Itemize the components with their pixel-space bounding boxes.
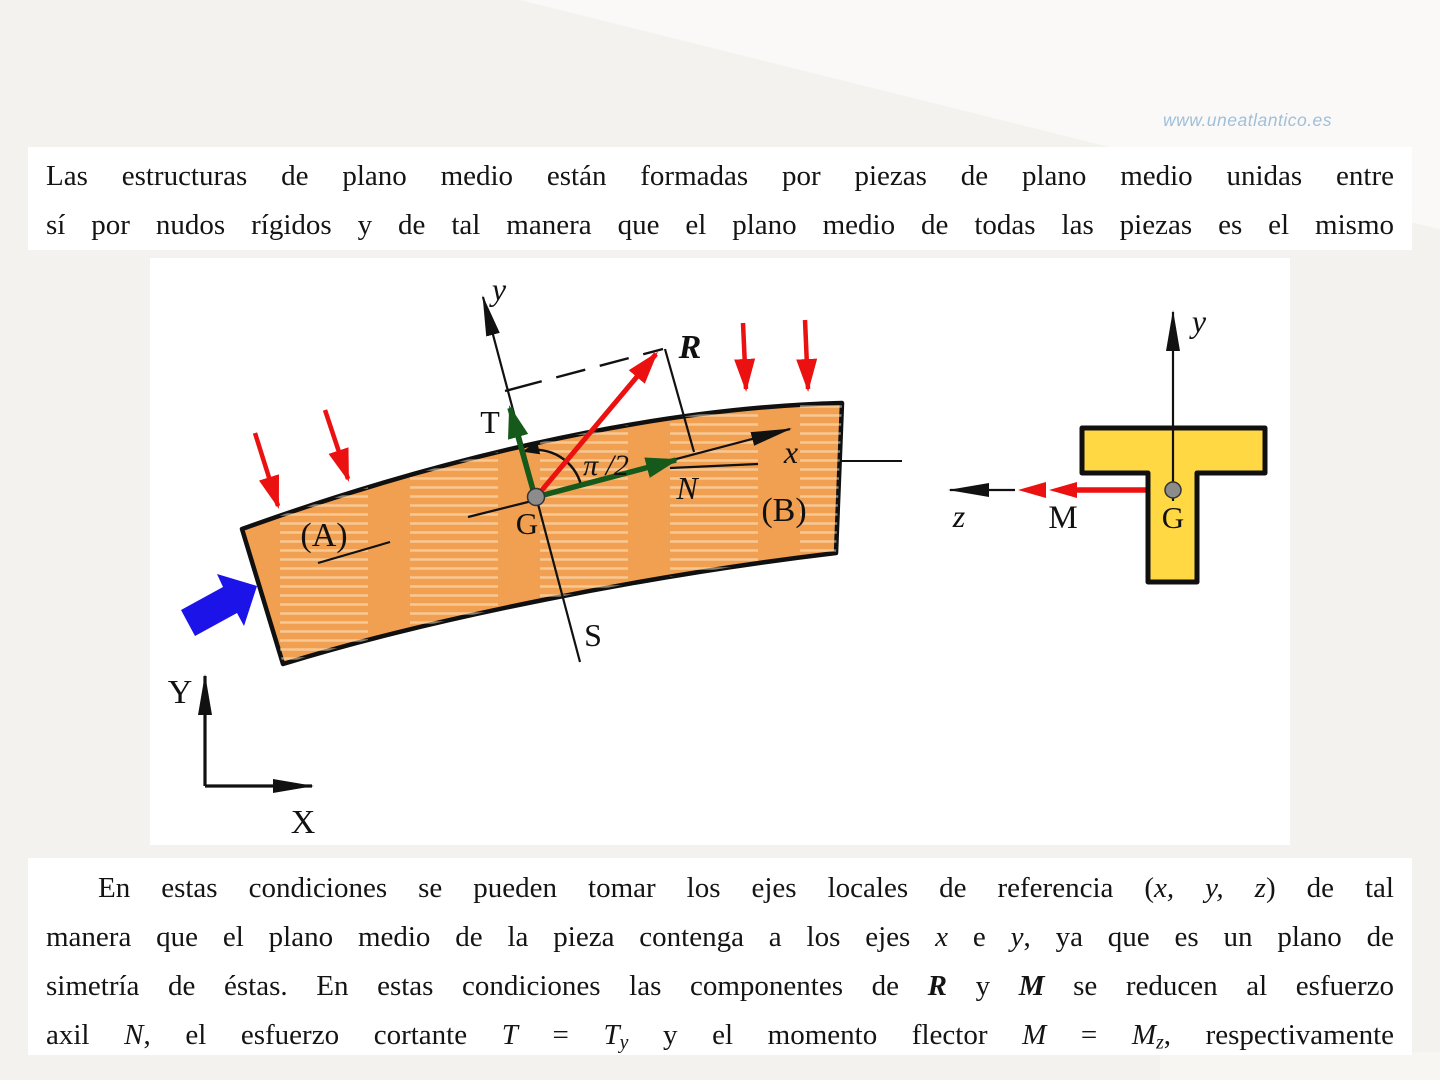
axial-force-label: N bbox=[676, 470, 698, 506]
blue-load-arrow bbox=[181, 574, 257, 636]
paragraph-line: axil N, el esfuerzo cortante T = Ty y el momento flector M = Mz, respectivamente bbox=[46, 1019, 1395, 1054]
moment-label: M bbox=[1048, 500, 1078, 536]
section-z-axis-label: z bbox=[952, 498, 966, 534]
paragraph-line: manera que el plano medio de la pieza contenga a los ejes x e y, ya que es un plano de bbox=[46, 921, 1395, 953]
moment-vector-head bbox=[1049, 482, 1077, 498]
local-x-axis-label: x bbox=[783, 434, 799, 470]
paragraph-line: En estas condiciones se pueden tomar los ejes locales de referencia (x, y, z) de tal bbox=[98, 872, 1394, 904]
shear-force-label: T bbox=[480, 404, 500, 440]
local-y-axis-label: y bbox=[491, 271, 507, 307]
construction-dashed-line bbox=[505, 349, 663, 391]
global-y-axis-label: Y bbox=[167, 674, 193, 711]
paragraph-line: Las estructuras de plano medio están formadas por piezas de plano medio unidas entre bbox=[46, 160, 1394, 192]
paragraph-line: simetría de éstas. En estas condiciones las componentes de R y M se reducen al esfuerzo bbox=[46, 970, 1395, 1002]
load-arrow bbox=[255, 433, 278, 506]
centroid-dot bbox=[528, 489, 545, 506]
top-paragraph bbox=[28, 147, 1412, 250]
load-arrow bbox=[743, 323, 746, 389]
bottom-paragraph bbox=[28, 858, 1412, 1055]
section-y-axis-label: y bbox=[1191, 303, 1207, 339]
load-arrow bbox=[325, 410, 348, 479]
region-b-label: (B) bbox=[761, 492, 807, 529]
region-a-label: (A) bbox=[300, 517, 348, 554]
paragraph-line: sí por nudos rígidos y de tal manera que el plano medio de todas las piezas es el mismo bbox=[46, 209, 1394, 241]
load-arrow bbox=[805, 320, 808, 389]
resultant-force-label: R bbox=[678, 329, 702, 366]
global-x-axis-label: X bbox=[290, 804, 316, 841]
beam-diagram bbox=[150, 258, 1290, 845]
section-centroid-label: G bbox=[1161, 500, 1185, 535]
moment-vector-head bbox=[1018, 482, 1046, 498]
right-angle-label: π /2 bbox=[583, 449, 629, 482]
beam-diagram-panel bbox=[150, 258, 1290, 845]
watermark: www.uneatlantico.es bbox=[1163, 110, 1333, 130]
section-centroid-dot bbox=[1165, 482, 1181, 498]
section-line-label: S bbox=[584, 617, 602, 653]
centroid-label: G bbox=[515, 506, 539, 541]
